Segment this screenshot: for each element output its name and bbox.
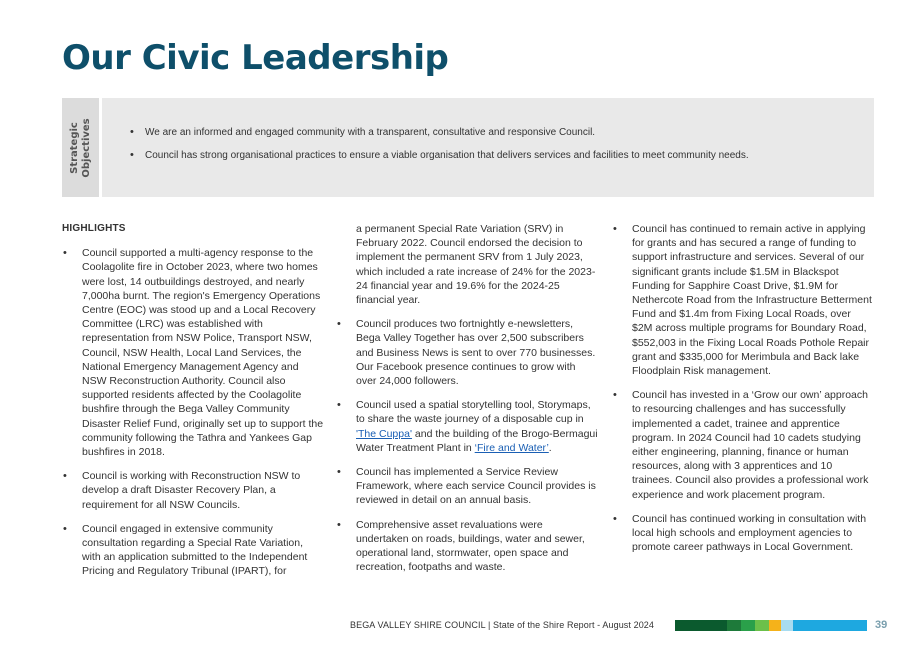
highlights-column-2 — [336, 222, 598, 584]
color-segment — [755, 620, 769, 631]
highlight-item: • Comprehensive asset revaluations were undertaken on roads, buildings, water and sewer, operational land, stormwater, open space and recreation, footpaths and waste. — [336, 518, 598, 575]
highlight-item: • Council has invested in a ‘Grow our own’ approach to resourcing challenges and has successfully implemented a cadet, trainee and apprentice program. In 2024 Council had 10 cadets studying either engineering, planning, finance or human resources, along with 3 apprentices and 10 trainees. Council also provides a professional work experience and work placement program. — [612, 388, 874, 502]
brand-color-bar — [675, 620, 867, 631]
highlight-item: • Council is working with Reconstruction NSW to develop a draft Disaster Recovery Plan, a requirement for all NSW Councils. — [62, 469, 324, 512]
objectives-list — [102, 98, 749, 197]
color-segment — [769, 620, 781, 631]
label-line-2: Objectives — [80, 117, 92, 178]
storymaps-text-middle: and the building of the Brogo-Bermagui Water Treatment Plant in — [356, 427, 598, 454]
storymaps-text-end: . — [548, 441, 552, 454]
color-segment — [741, 620, 755, 631]
color-segment — [781, 620, 793, 631]
footer-text: BEGA VALLEY SHIRE COUNCIL | State of the Shire Report - August 2024 — [350, 620, 655, 630]
objective-item: • Council has strong organisational practices to ensure a viable organisation that delivers services and facilities to meet community needs. — [130, 149, 749, 162]
strategic-objectives-panel — [62, 98, 874, 197]
color-segment — [675, 620, 727, 631]
page-title: Our Civic Leadership — [62, 38, 449, 78]
strategic-objectives-label — [69, 118, 93, 177]
highlight-item: • Council engaged in extensive community consultation regarding a Special Rate Variation, with an application submitted to the Independent Pricing and Regulatory Tribunal (IPART), for — [62, 522, 324, 579]
highlight-item: • Council has continued to remain active in applying for grants and has secured a range of funding to support infrastructure and services. Several of our significant grants include $1.5M in Blackspot Funding for Sapphire Coast Drive, $1.9M for Nethercote Road from the Infrastructure Betterment Fund and $1.4m from Fixing Local Roads, over $2M across multiple programs for Boundary Road, $552,003 in the Fixing Local Roads Pothole Repair grant and $335,000 for Merimbula and Back lake Floodplain Risk management. — [612, 222, 874, 378]
highlight-item: • Council supported a multi-agency response to the Coolagolite fire in October 2023, where two homes were lost, 14 outbuildings destroyed, and nearly 7,000ha burnt. The region's Emergency Operations Centre (EOC) was stood up and a Local Recovery Committee (LRC) was established with representation from NSW Police, Transport NSW, Council, NSW Health, Local Land Services, the National Emergency Management Agency and NSW Reconstruction Authority. Council also supported residents affected by the Coolagolite bushfire through the Bega Valley Community Disaster Relief Fund, originally set up to support the community following the Tathra and Yankees Gap bushfires in 2018. — [62, 246, 324, 459]
storymaps-text: Council used a spatial storytelling tool, Storymaps, to share the waste journey of a disposable cup in — [356, 399, 591, 426]
page-number: 39 — [875, 619, 888, 631]
highlights-heading: HIGHLIGHTS — [62, 223, 126, 234]
page-footer — [0, 619, 917, 633]
highlight-item-storymaps — [336, 398, 598, 455]
highlight-item: • Council has implemented a Service Review Framework, where each service Council provides is reviewed in detail on an annual basis. — [336, 465, 598, 508]
highlights-column-3 — [612, 222, 874, 564]
color-segment — [793, 620, 867, 631]
color-segment — [727, 620, 741, 631]
the-cuppa-link[interactable]: 'The Cuppa' — [356, 427, 412, 440]
highlight-item: • Council produces two fortnightly e-newsletters, Bega Valley Together has over 2,500 subscribers and Business News is sent to over 770 businesses. Our Facebook presence continues to grow with over 24,000 followers. — [336, 317, 598, 388]
highlights-column-1 — [62, 222, 324, 589]
highlight-item: • Council has continued working in consultation with local high schools and employment agencies to promote career pathways in Local Government. — [612, 512, 874, 555]
strategic-objectives-tab — [62, 98, 102, 197]
fire-and-water-link[interactable]: ‘Fire and Water’ — [474, 441, 549, 454]
highlight-item-continued: a permanent Special Rate Variation (SRV) in February 2022. Council endorsed the decision to implement the permanent SRV from 1 July 2023, which included a rate increase of 24% for the 2023-24 financial year and 19.6% for the 2024-25 financial year. — [356, 223, 596, 307]
label-line-1: Strategic — [68, 121, 80, 174]
objective-item: • We are an informed and engaged community with a transparent, consultative and responsive Council. — [130, 126, 749, 139]
